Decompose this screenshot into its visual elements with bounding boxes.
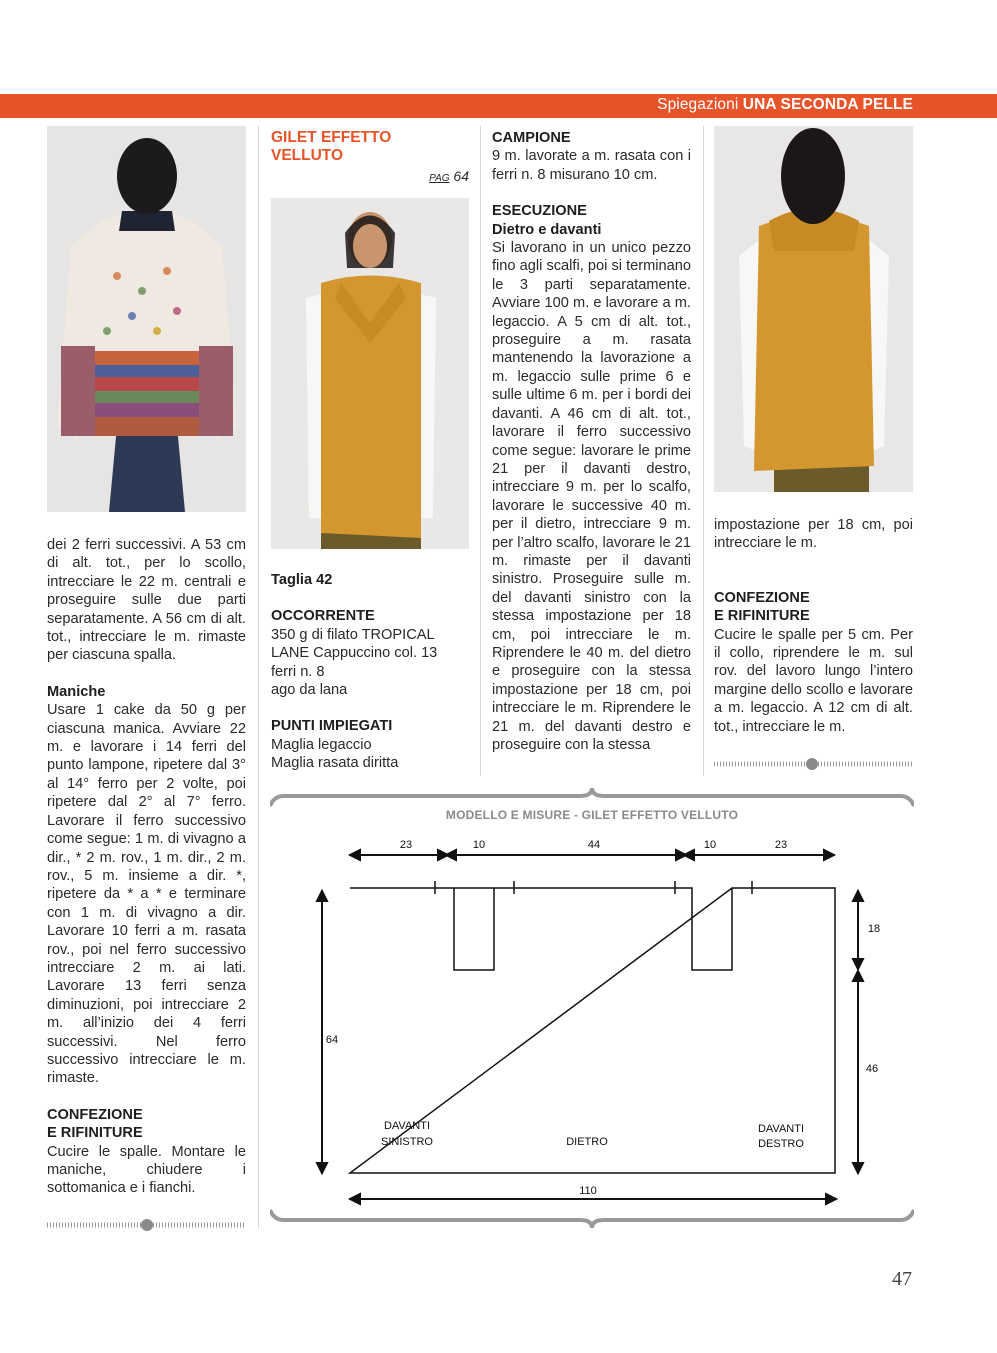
measure-top-4: 10 (703, 839, 717, 851)
article-title-line2: VELLUTO (271, 147, 344, 164)
page-reference-label: PAG (429, 173, 450, 184)
measure-left: 64 (325, 1034, 339, 1046)
measure-top-5: 23 (774, 839, 788, 851)
taglia-heading: Taglia 42 (271, 572, 333, 588)
label-davanti-destro-1: DAVANTI (757, 1123, 805, 1135)
gilet-front-photo (271, 198, 469, 549)
confezione-paragraph: Cucire le spalle. Montare le maniche, chiudere i sottomanica e i fianchi. (47, 1143, 246, 1197)
column-3 (492, 129, 691, 754)
label-davanti-destro-2: DESTRO (758, 1138, 804, 1150)
column-divider (258, 126, 259, 1228)
section-banner (0, 94, 997, 118)
measure-bottom: 110 (579, 1185, 597, 1197)
punti-heading: PUNTI IMPIEGATI (271, 718, 393, 735)
confezione-heading-1: CONFEZIONE (714, 589, 810, 606)
label-dietro: DIETRO (566, 1136, 608, 1148)
label-davanti-sinistro-2: SINISTRO (381, 1136, 433, 1148)
page-number: 47 (892, 1268, 912, 1290)
campione-paragraph: 9 m. lavorate a m. rasata con i ferri n. 8 misurano 10 cm. (492, 148, 691, 183)
punti-line: Maglia rasata diritta (271, 755, 399, 772)
top-brace (270, 788, 914, 806)
sweater-back-photo (47, 126, 246, 512)
pattern-diagram (270, 788, 914, 1228)
confezione-heading-2: E RIFINITURE (714, 608, 810, 625)
gilet-back-photo (714, 126, 913, 492)
column-divider (480, 126, 481, 776)
occorrente-line: ferri n. 8 (271, 663, 325, 680)
column-divider (703, 126, 704, 776)
confezione-heading-2: E RIFINITURE (47, 1125, 143, 1142)
end-ornament (714, 757, 913, 769)
top-dimensions (350, 850, 834, 860)
campione-heading: CAMPIONE (492, 130, 571, 146)
occorrente-line: LANE Cappuccino col. 13 (271, 645, 438, 662)
end-ornament (47, 1218, 246, 1230)
punti-line: Maglia legaccio (271, 736, 372, 753)
maniche-paragraph: Usare 1 cake da 50 g per ciascuna manica. Avviare 22 m. e lavorare i 14 ferri del punto lampone, ripetere dal 3° al 14° ferro per 2 volte, poi ripetere dal 2° al 7° ferro. Lavorare il ferro successivo come segue: 1 m. di vivagno a dir., * 2 m. rov., 1 m. dir., 2 m. rov., 5 m. insieme a dir. *, ripetere da * a * e terminare con 1 m. di vivagno a dir. Lavorare 10 ferri a m. rasata rov., poi nel ferro successivo intrecciare 2 m. ai lati. Lavorare 13 ferri senza diminuzioni, poi intrecciare 2 m. all’inizio dei 4 ferri successivi. Nel ferro successivo intrecciare le m. rimaste. (47, 702, 246, 1087)
bottom-brace (270, 1210, 914, 1228)
maniche-heading: Maniche (47, 683, 106, 700)
page-reference-number: 64 (453, 168, 469, 184)
diagram-title: MODELLO E MISURE - GILET EFFETTO VELLUTO (445, 808, 739, 822)
left-height-arrow (317, 891, 327, 1173)
banner-section-title: UNA SECONDA PELLE (742, 96, 913, 113)
esecuzione-paragraph: Si lavorano in un unico pezzo fino agli scalfi, poi si terminano le 3 parti separatamente. Avviare 100 m. e lavorare a m. legaccio. A 5 cm di alt. tot., proseguire a m. rasata mantenendo la lavorazione a m. legaccio sulle prime 6 e sulle ultime 6 m. per i bordi dei davanti. A 46 cm di alt. tot., lavorare il ferro successivo come segue: lavorare le prime 21 per il davanti destro, intrecciare 9 m. per lo scalfo, lavorare le successive 40 m. per il dietro, intrecciare 9 m. per l’altro scalfo, lavorare le 21 m. rimaste per il davanti sinistro. Proseguire sulle m. del davanti sinistro con la stessa impostazione per 18 cm, poi intrecciare le m. Riprendere le 40 m. del dietro e proseguire con la stessa impostazione per 18 cm, poi intrecciare le m. Riprendere le 21 m. del davanti destro e proseguire con la stessa (492, 240, 691, 753)
confezione-heading-1: CONFEZIONE (47, 1106, 143, 1123)
measure-right-top: 18 (867, 923, 881, 935)
column-2-header (271, 129, 469, 188)
pattern-diagram-svg (270, 788, 914, 1228)
confezione-paragraph: Cucire le spalle per 5 cm. Per il collo, riprendere le m. sul rov. del lavoro lungo l’intero margine dello scollo e lavorare a m. legaccio. A 12 cm di alt. tot., intrecciare le m. (714, 626, 913, 735)
measure-top-1: 23 (399, 839, 413, 851)
article-title-line1: GILET EFFETTO (271, 129, 392, 146)
occorrente-line: 350 g di filato TROPICAL (271, 626, 435, 643)
esecuzione-heading: ESECUZIONE (492, 203, 587, 220)
occorrente-heading: OCCORRENTE (271, 608, 375, 625)
measure-top-3: 44 (587, 839, 601, 851)
column-1 (47, 536, 246, 1198)
col4-paragraph: impostazione per 18 cm, poi intrecciare le m. (714, 517, 913, 552)
column-2-body (271, 571, 469, 773)
esecuzione-subheading: Dietro e davanti (492, 221, 602, 238)
measure-top-2: 10 (472, 839, 486, 851)
banner-prefix: Spiegazioni (657, 96, 739, 113)
right-height-arrows (853, 891, 863, 1173)
occorrente-line: ago da lana (271, 682, 348, 699)
col1-paragraph: dei 2 ferri successivi. A 53 cm di alt. tot., per lo scollo, intrecciare le 22 m. centrali e proseguire sulle due parti separatamente. A 56 cm di alt. tot., intrecciare le m. rimaste per ciascuna spalla. (47, 537, 246, 664)
page-reference (271, 167, 469, 188)
banner-title (657, 96, 913, 114)
measure-right-bottom: 46 (865, 1063, 879, 1075)
column-4 (714, 516, 913, 736)
label-davanti-sinistro-1: DAVANTI (383, 1120, 431, 1132)
